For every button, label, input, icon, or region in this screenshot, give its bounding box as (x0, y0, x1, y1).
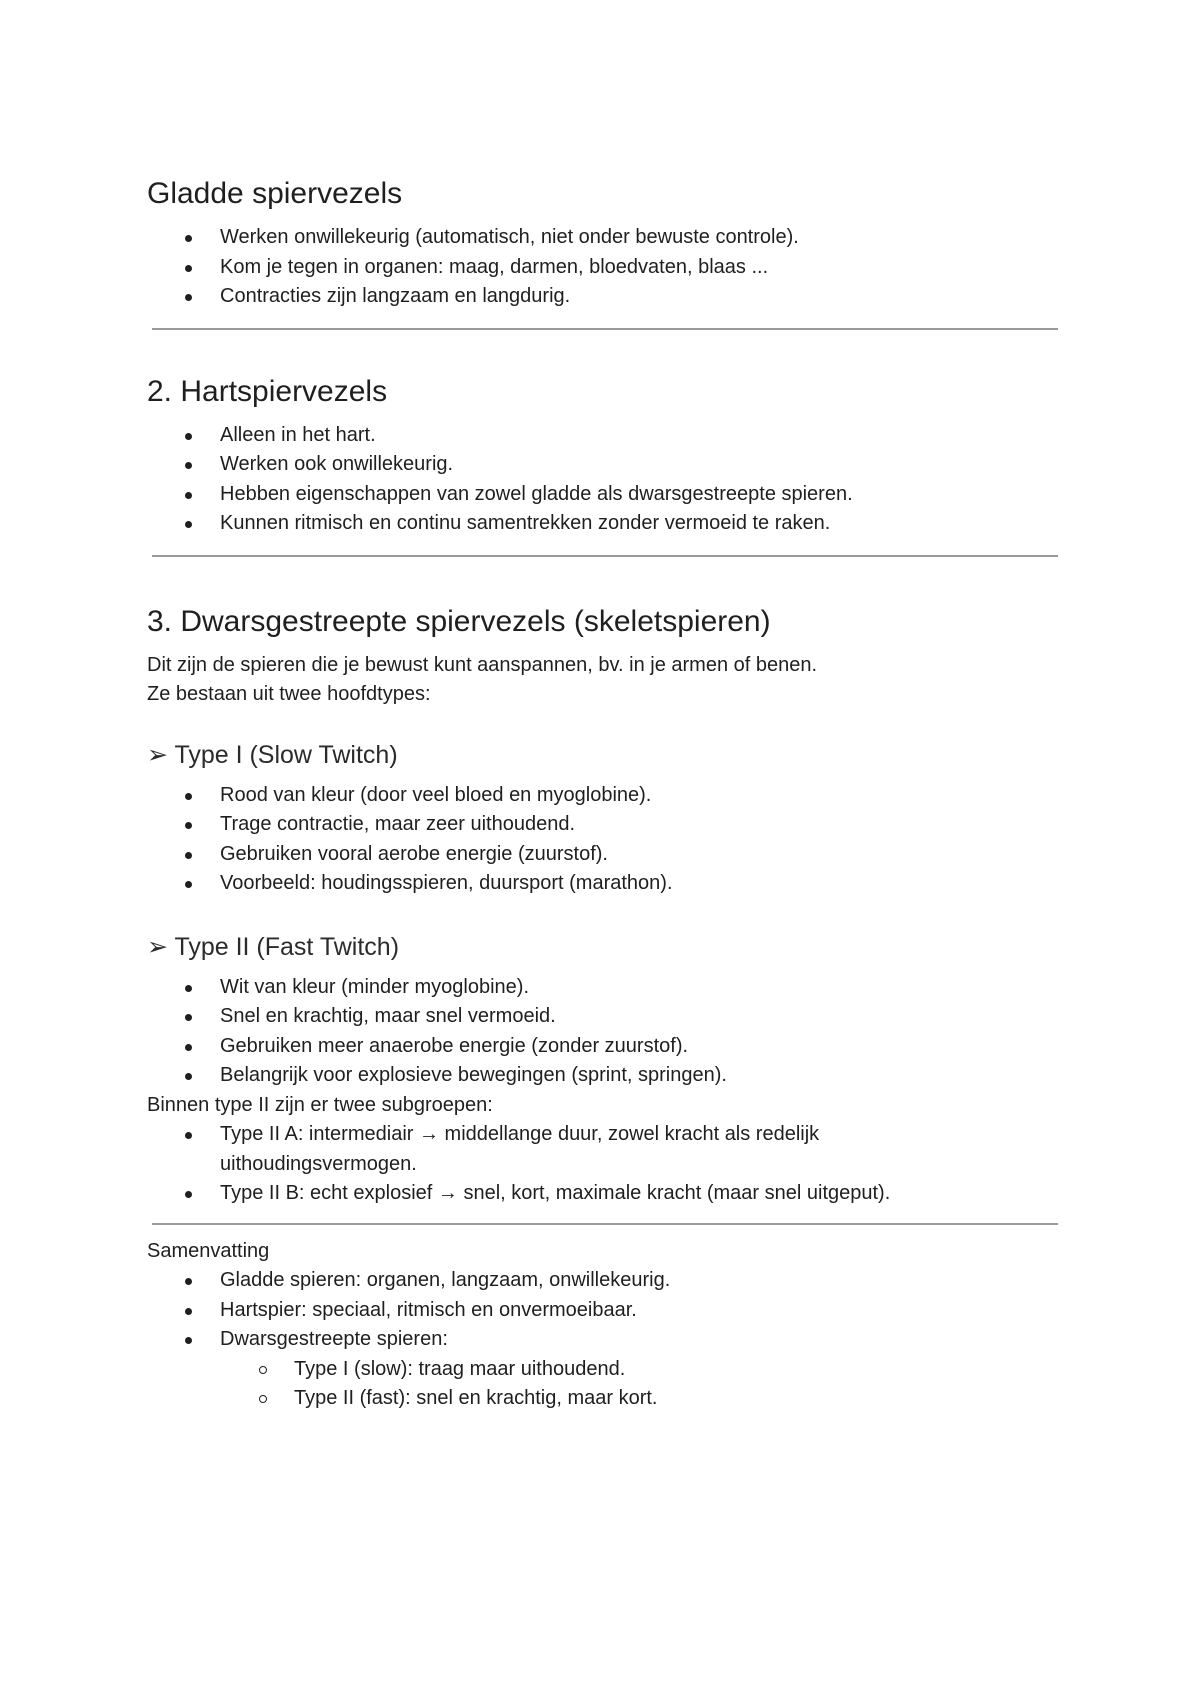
list-item: Trage contractie, maar zeer uithoudend. (147, 810, 1060, 840)
list-item: Werken ook onwillekeurig. (147, 450, 1060, 480)
list-item: Type I (slow): traag maar uithoudend. (147, 1355, 1060, 1385)
subsection-title-type1: ➢ Type I (Slow Twitch) (147, 740, 398, 769)
section-title-dwars: 3. Dwarsgestreepte spiervezels (skeletspieren) (147, 604, 771, 638)
summary-list (147, 1266, 1060, 1355)
list-item: Wit van kleur (minder myoglobine). (147, 973, 1060, 1003)
type2-list (147, 973, 1060, 1091)
section-title-gladde: Gladde spiervezels (147, 177, 403, 210)
list-item: Contracties zijn langzaam en langdurig. (147, 282, 1060, 312)
list-item: Werken onwillekeurig (automatisch, niet onder bewuste controle). (147, 223, 1060, 253)
list-item: Gebruiken meer anaerobe energie (zonder zuurstof). (147, 1032, 1060, 1062)
list-item: Alleen in het hart. (147, 421, 1060, 451)
gladde-list (147, 223, 1060, 312)
summary-title: Samenvatting (147, 1239, 270, 1262)
list-item: Hebben eigenschappen van zowel gladde als dwarsgestreepte spieren. (147, 480, 1060, 510)
subgroups-list (147, 1120, 1060, 1209)
list-item: Gebruiken vooral aerobe energie (zuurstof). (147, 840, 1060, 870)
list-item: Type II A: intermediair → middellange duur, zowel kracht als redelijk uithoudingsvermogen. (147, 1120, 1060, 1179)
hart-list (147, 421, 1060, 539)
list-item: Type II (fast): snel en krachtig, maar kort. (147, 1384, 1060, 1414)
list-item: Rood van kleur (door veel bloed en myoglobine). (147, 781, 1060, 811)
list-item: Belangrijk voor explosieve bewegingen (sprint, springen). (147, 1061, 1060, 1091)
subgroups-intro: Binnen type II zijn er twee subgroepen: (147, 1093, 493, 1116)
section-title-hart: 2. Hartspiervezels (147, 374, 388, 408)
list-item: Dwarsgestreepte spieren: (147, 1325, 1060, 1355)
subsection-title-type2: ➢ Type II (Fast Twitch) (147, 932, 400, 961)
summary-sublist (147, 1355, 1060, 1414)
intro-text: Ze bestaan uit twee hoofdtypes: (147, 683, 431, 705)
list-item: Snel en krachtig, maar snel vermoeid. (147, 1002, 1060, 1032)
list-item: Voorbeeld: houdingsspieren, duursport (marathon). (147, 869, 1060, 899)
list-item: Type II B: echt explosief → snel, kort, maximale kracht (maar snel uitgeput). (147, 1179, 1060, 1209)
list-item: Kom je tegen in organen: maag, darmen, bloedvaten, blaas ... (147, 253, 1060, 283)
list-item: Kunnen ritmisch en continu samentrekken zonder vermoeid te raken. (147, 509, 1060, 539)
type1-list (147, 781, 1060, 899)
intro-text: Dit zijn de spieren die je bewust kunt aanspannen, bv. in je armen of benen. (147, 653, 818, 676)
document-page (147, 175, 1060, 1414)
list-item: Gladde spieren: organen, langzaam, onwillekeurig. (147, 1266, 1060, 1296)
list-item: Hartspier: speciaal, ritmisch en onvermoeibaar. (147, 1296, 1060, 1326)
